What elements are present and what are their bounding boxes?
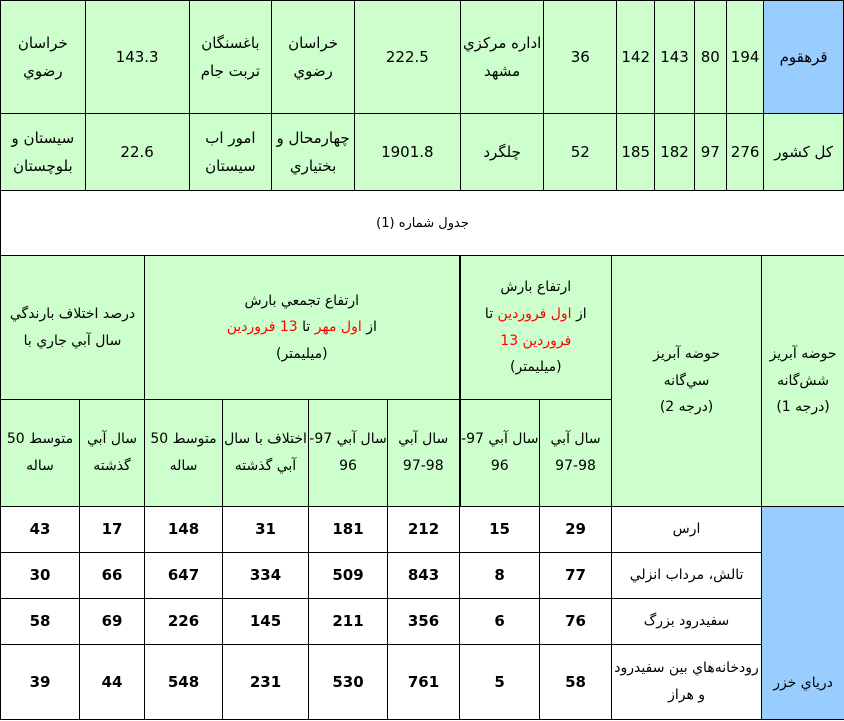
- value-4: 185: [617, 114, 655, 191]
- value-2: 80: [694, 1, 726, 114]
- col-prev-year-diff: سال آبي گذشته: [80, 400, 145, 507]
- table-row: 43 17 148 31 181 212 15 29 ارس درياي خزر: [1, 507, 844, 553]
- a-value: 222.5: [354, 1, 460, 114]
- basin-level1-header: حوضه آبريز شش‌گانه (درجه 1): [762, 256, 844, 507]
- value-1: 276: [726, 114, 763, 191]
- col-rain-9798: سال آبي 98-97: [540, 400, 612, 507]
- col-avg50-diff: متوسط 50 ساله: [1, 400, 80, 507]
- header-row: [1, 256, 844, 400]
- value-1: 194: [726, 1, 763, 114]
- row-label: كل كشور: [764, 114, 844, 191]
- table-caption: جدول شماره (1): [0, 191, 844, 255]
- a-station: چلگرد: [460, 114, 544, 191]
- b-station: امور اب سيستان: [189, 114, 272, 191]
- cumulative-rain-header: ارتفاع تجمعي بارش از اول مهر تا 13 فروردين (ميليمتر): [145, 256, 460, 400]
- row-label: قرهقوم: [764, 1, 844, 114]
- b-station: باغسنگان تربت جام: [189, 1, 272, 114]
- basin-name: سفيدرود بزرگ: [612, 599, 762, 645]
- col-rain-9697: سال آبي 97-96: [460, 400, 540, 507]
- basin-level2-header: حوضه آبريز سي‌گانه (درجه 2): [612, 256, 762, 507]
- table-row: 58 69 226 145 211 356 6 76 سفيدرود بزرگ: [1, 599, 844, 645]
- col-cum-9798: سال آبي 98-97: [388, 400, 460, 507]
- b-province: خراسان رضوي: [1, 1, 86, 114]
- value-3: 143: [655, 1, 694, 114]
- b-value: 22.6: [85, 114, 189, 191]
- table-row: 39 44 548 231 530 761 5 58 رودخانه‌هاي بين سفيدرود و هراز: [1, 645, 844, 720]
- value-5: 52: [544, 114, 617, 191]
- value-5: 36: [544, 1, 617, 114]
- basin-name: تالش، مرداب انزلي: [612, 553, 762, 599]
- region-cell: درياي خزر: [762, 507, 844, 720]
- value-4: 142: [617, 1, 655, 114]
- col-cum-9697: سال آبي 97-96: [309, 400, 388, 507]
- a-station: اداره مركزي مشهد: [460, 1, 544, 114]
- top-row: [1, 114, 844, 191]
- main-table: [0, 255, 844, 720]
- top-table: [0, 0, 844, 191]
- col-diff-prev: اختلاف با سال آبي گذشته: [223, 400, 309, 507]
- table-row: 30 66 647 334 509 843 8 77 تالش، مرداب انزلي: [1, 553, 844, 599]
- b-value: 143.3: [85, 1, 189, 114]
- col-avg50: متوسط 50 ساله: [145, 400, 223, 507]
- value-3: 182: [655, 114, 694, 191]
- rain-height-header: ارتفاع بارش از اول فروردين تا 13 فروردين (ميليمتر): [460, 256, 612, 400]
- basin-name: رودخانه‌هاي بين سفيدرود و هراز: [612, 645, 762, 720]
- a-province: خراسان رضوي: [272, 1, 355, 114]
- top-row: [1, 1, 844, 114]
- a-value: 1901.8: [354, 114, 460, 191]
- value-2: 97: [694, 114, 726, 191]
- a-province: چهارمحال و بختياري: [272, 114, 355, 191]
- basin-name: ارس: [612, 507, 762, 553]
- diff-percent-header: درصد اختلاف بارندگي سال آبي جاري با: [1, 256, 145, 400]
- b-province: سيستان و بلوچستان: [1, 114, 86, 191]
